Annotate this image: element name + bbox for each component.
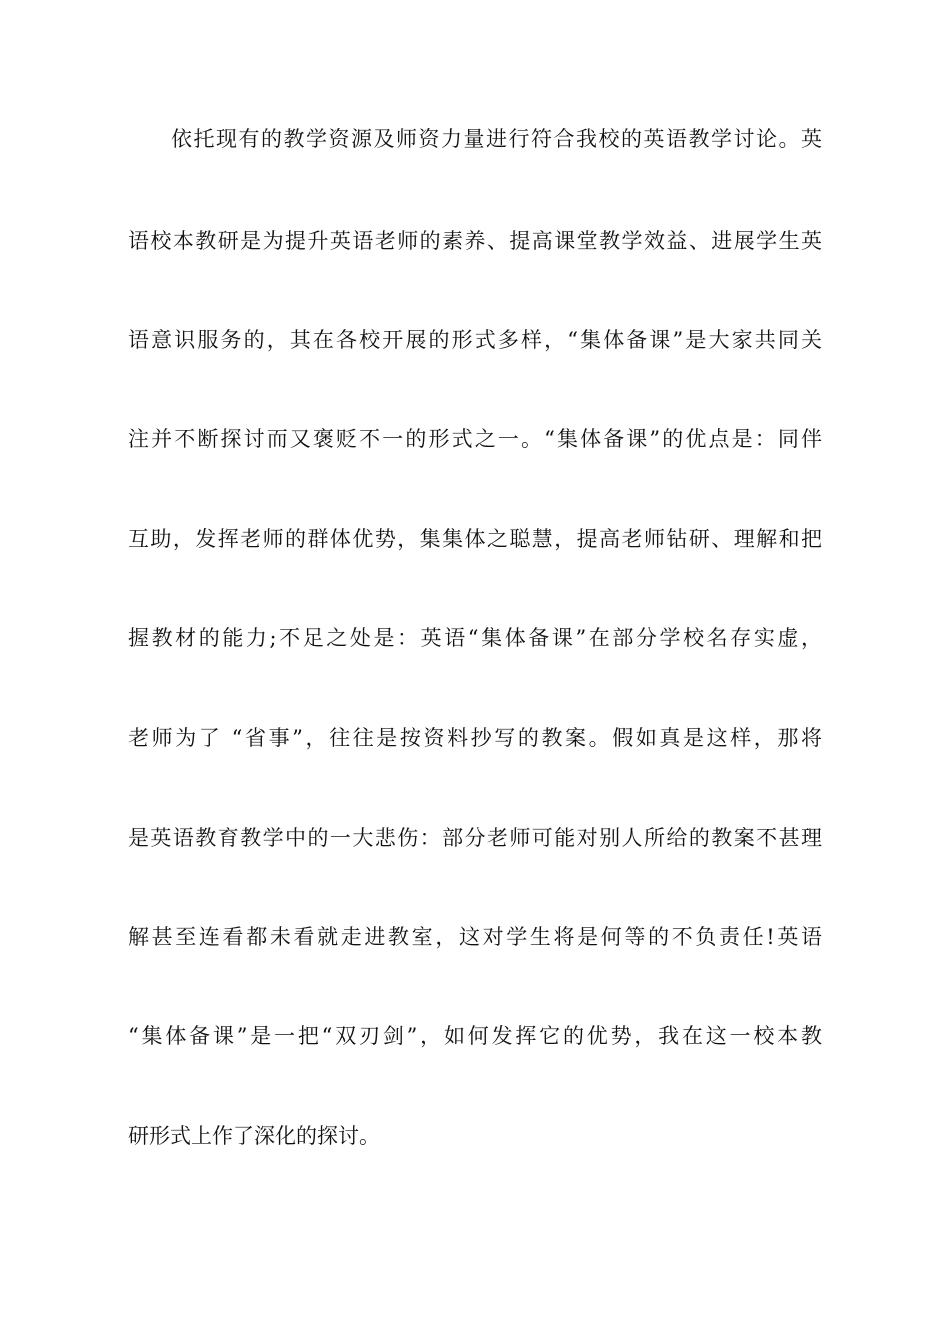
paragraph-line-8: 是英语教育教学中的一大悲伤：部分老师可能对别人所给的教案不甚理 <box>128 826 822 850</box>
paragraph-line-9: 解甚至连看都未看就走进教室，这对学生将是何等的不负责任!英语 <box>128 925 822 949</box>
paragraph-line-11: 研形式上作了深化的探讨。 <box>128 1124 380 1148</box>
paragraph-line-2: 语校本教研是为提升英语老师的素养、提高课堂教学效益、进展学生英 <box>128 229 822 253</box>
paragraph-line-7: 老师为了 “省事”，往往是按资料抄写的教案。假如真是这样，那将 <box>128 726 822 750</box>
paragraph-line-3: 语意识服务的，其在各校开展的形式多样，“集体备课”是大家共同关 <box>128 328 822 352</box>
paragraph-line-6: 握教材的能力;不足之处是：英语“集体备课”在部分学校名存实虚， <box>128 626 822 650</box>
paragraph-line-4: 注并不断探讨而又褒贬不一的形式之一。“集体备课”的优点是：同伴 <box>128 427 822 451</box>
paragraph-line-1: 依托现有的教学资源及师资力量进行符合我校的英语教学讨论。英 <box>171 127 822 151</box>
paragraph-line-5: 互助，发挥老师的群体优势，集集体之聪慧，提高老师钻研、理解和把 <box>128 527 822 551</box>
paragraph-line-10: “集体备课”是一把“双刃剑”，如何发挥它的优势，我在这一校本教 <box>128 1024 822 1048</box>
